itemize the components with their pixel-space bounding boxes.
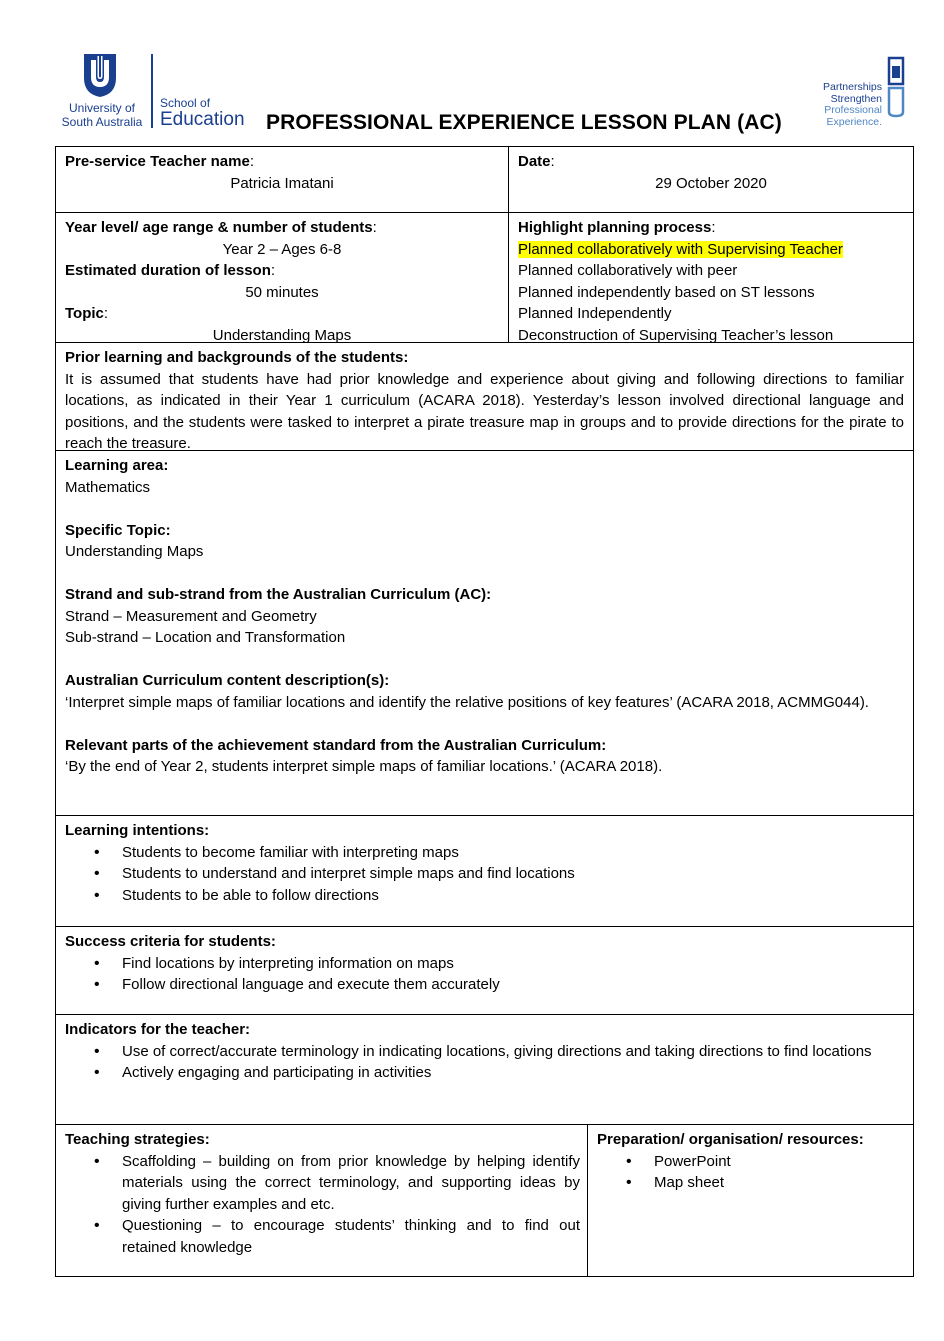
specific-topic-value: Understanding Maps xyxy=(65,543,204,560)
university-name xyxy=(56,101,148,129)
teacher-name-label: Pre-service Teacher name xyxy=(65,153,250,170)
teaching-strategies-label: Teaching strategies: xyxy=(65,1131,210,1148)
teaching-strategies-list xyxy=(65,1151,580,1259)
success-criteria-row xyxy=(56,926,913,1014)
strand-value: Strand – Measurement and Geometry xyxy=(65,607,317,625)
page-header xyxy=(0,0,944,146)
learning-area-value: Mathematics xyxy=(65,478,151,496)
teacher-date-row xyxy=(56,147,913,212)
year-level-value: Year 2 – Ages 6-8 xyxy=(222,240,342,258)
logo-divider xyxy=(151,54,153,128)
indicators-row xyxy=(56,1014,913,1124)
achievement-standard-label: Relevant parts of the achievement standard from the Australian Curriculum: xyxy=(65,736,607,754)
prior-learning-label: Prior learning and backgrounds of the students: xyxy=(65,349,409,366)
list-item: • Follow directional language and execute them accurately xyxy=(65,974,904,996)
learning-intentions-cell xyxy=(56,816,913,926)
success-criteria-list xyxy=(65,953,904,996)
success-criteria-label: Success criteria for students: xyxy=(65,933,276,950)
partner-line1: Partnerships xyxy=(823,81,882,93)
partner-line3: Professional xyxy=(824,104,882,116)
lesson-details-cell: Year level/ age range & number of students: Year 2 – Ages 6-8 Estimated duration of lesson: 50 minutes Topic: Understanding Maps xyxy=(56,213,509,342)
topic-label: Topic xyxy=(65,305,104,322)
partner-line4: Experience. xyxy=(826,115,882,128)
partnerships-logo-icon xyxy=(886,56,906,118)
learning-intentions-row xyxy=(56,815,913,926)
lesson-details-row xyxy=(56,212,913,342)
school-of-label: School of xyxy=(160,96,211,110)
curriculum-cell xyxy=(56,451,913,815)
indicators-cell xyxy=(56,1015,913,1124)
list-item: • Students to become familiar with interpreting maps xyxy=(65,842,904,864)
list-item: • Find locations by interpreting information on maps xyxy=(65,953,904,975)
content-description-value: ‘Interpret simple maps of familiar locations and identify the relative positions of key features’ (ACARA 2018, ACMMG044). xyxy=(65,693,869,711)
resources-label: Preparation/ organisation/ resources: xyxy=(597,1131,864,1148)
list-item: • Actively engaging and participating in activities xyxy=(65,1062,874,1084)
content-description-label: Australian Curriculum content description(s): xyxy=(65,672,390,689)
list-item: • Questioning – to encourage students’ thinking and to find out retained knowledge xyxy=(65,1215,580,1258)
planning-option: Planned collaboratively with peer xyxy=(518,262,738,279)
planning-process-label: Highlight planning process xyxy=(518,219,712,236)
curriculum-row xyxy=(56,450,913,815)
prior-learning-row xyxy=(56,342,913,450)
success-criteria-cell xyxy=(56,927,913,1014)
planning-option-highlighted: Planned collaboratively with Supervising Teacher xyxy=(518,240,843,258)
date-cell: Date: 29 October 2020 xyxy=(509,147,913,212)
partnerships-logo xyxy=(812,56,912,132)
teacher-name-value: Patricia Imatani xyxy=(230,174,334,192)
planning-option: Deconstruction of Supervising Teacher’s lesson xyxy=(518,326,834,344)
year-level-label: Year level/ age range & number of students xyxy=(65,219,373,236)
list-item: • Map sheet xyxy=(597,1172,904,1194)
learning-intentions-label: Learning intentions: xyxy=(65,822,210,839)
list-item: • PowerPoint xyxy=(597,1151,904,1173)
lesson-plan-table xyxy=(55,146,914,1277)
indicators-list xyxy=(65,1041,904,1084)
achievement-standard-value: ‘By the end of Year 2, students interpret simple maps of familiar locations.’ (ACARA 2018). xyxy=(65,758,663,775)
indicators-label: Indicators for the teacher: xyxy=(65,1021,251,1038)
list-item: • Students to be able to follow directions xyxy=(65,885,904,907)
planning-option: Planned independently based on ST lessons xyxy=(518,283,815,301)
list-item: • Students to understand and interpret simple maps and find locations xyxy=(65,863,904,885)
strategies-resources-row xyxy=(56,1124,913,1276)
teaching-strategies-cell xyxy=(56,1125,588,1276)
duration-label: Estimated duration of lesson xyxy=(65,262,271,279)
list-item: • Scaffolding – building on from prior knowledge by helping identify materials using the correct terminology, and supporting ideas by giving further examples and etc. xyxy=(65,1151,580,1216)
unisa-shield-icon xyxy=(82,52,118,98)
list-item: • Use of correct/accurate terminology in indicating locations, giving directions and taking directions to find locations xyxy=(65,1041,874,1063)
page-title: PROFESSIONAL EXPERIENCE LESSON PLAN (AC) xyxy=(266,111,782,134)
topic-value: Understanding Maps xyxy=(212,326,352,344)
date-label: Date xyxy=(518,153,551,170)
learning-area-label: Learning area: xyxy=(65,457,169,474)
partnerships-text xyxy=(823,82,882,128)
teacher-cell: Pre-service Teacher name: Patricia Imatani xyxy=(56,147,509,212)
resources-cell xyxy=(588,1125,913,1276)
learning-intentions-list xyxy=(65,842,904,907)
sub-strand-value: Sub-strand – Location and Transformation xyxy=(65,629,346,646)
planning-option: Planned Independently xyxy=(518,305,672,322)
uni-name-line1: University of xyxy=(68,101,136,115)
duration-value: 50 minutes xyxy=(245,283,319,301)
uni-name-line2: South Australia xyxy=(61,115,143,129)
partner-line2: Strengthen xyxy=(830,92,882,105)
prior-learning-cell xyxy=(56,343,913,450)
specific-topic-label: Specific Topic: xyxy=(65,521,171,539)
resources-list xyxy=(597,1151,904,1194)
education-label: Education xyxy=(160,109,245,130)
date-value: 29 October 2020 xyxy=(655,174,767,192)
planning-process-cell: Highlight planning process: Planned collaboratively with Supervising Teacher Planned collaboratively with peer Planned independently based on ST lessons Planned Independently Deconstruction of Supervising Teacher’s lesson xyxy=(509,213,913,342)
strand-label: Strand and sub-strand from the Australian Curriculum (AC): xyxy=(65,586,492,603)
prior-learning-text: It is assumed that students have had prior knowledge and experience about giving and following directions to familiar locations, as indicated in their Year 1 curriculum (ACARA 2018). Yesterday’s lesson involved directional language and positions, and the students were tasked to interpret a pirate treasure map in groups and to provide directions for the pirate to reach the treasure. xyxy=(65,370,904,452)
unisa-logo xyxy=(56,52,256,132)
